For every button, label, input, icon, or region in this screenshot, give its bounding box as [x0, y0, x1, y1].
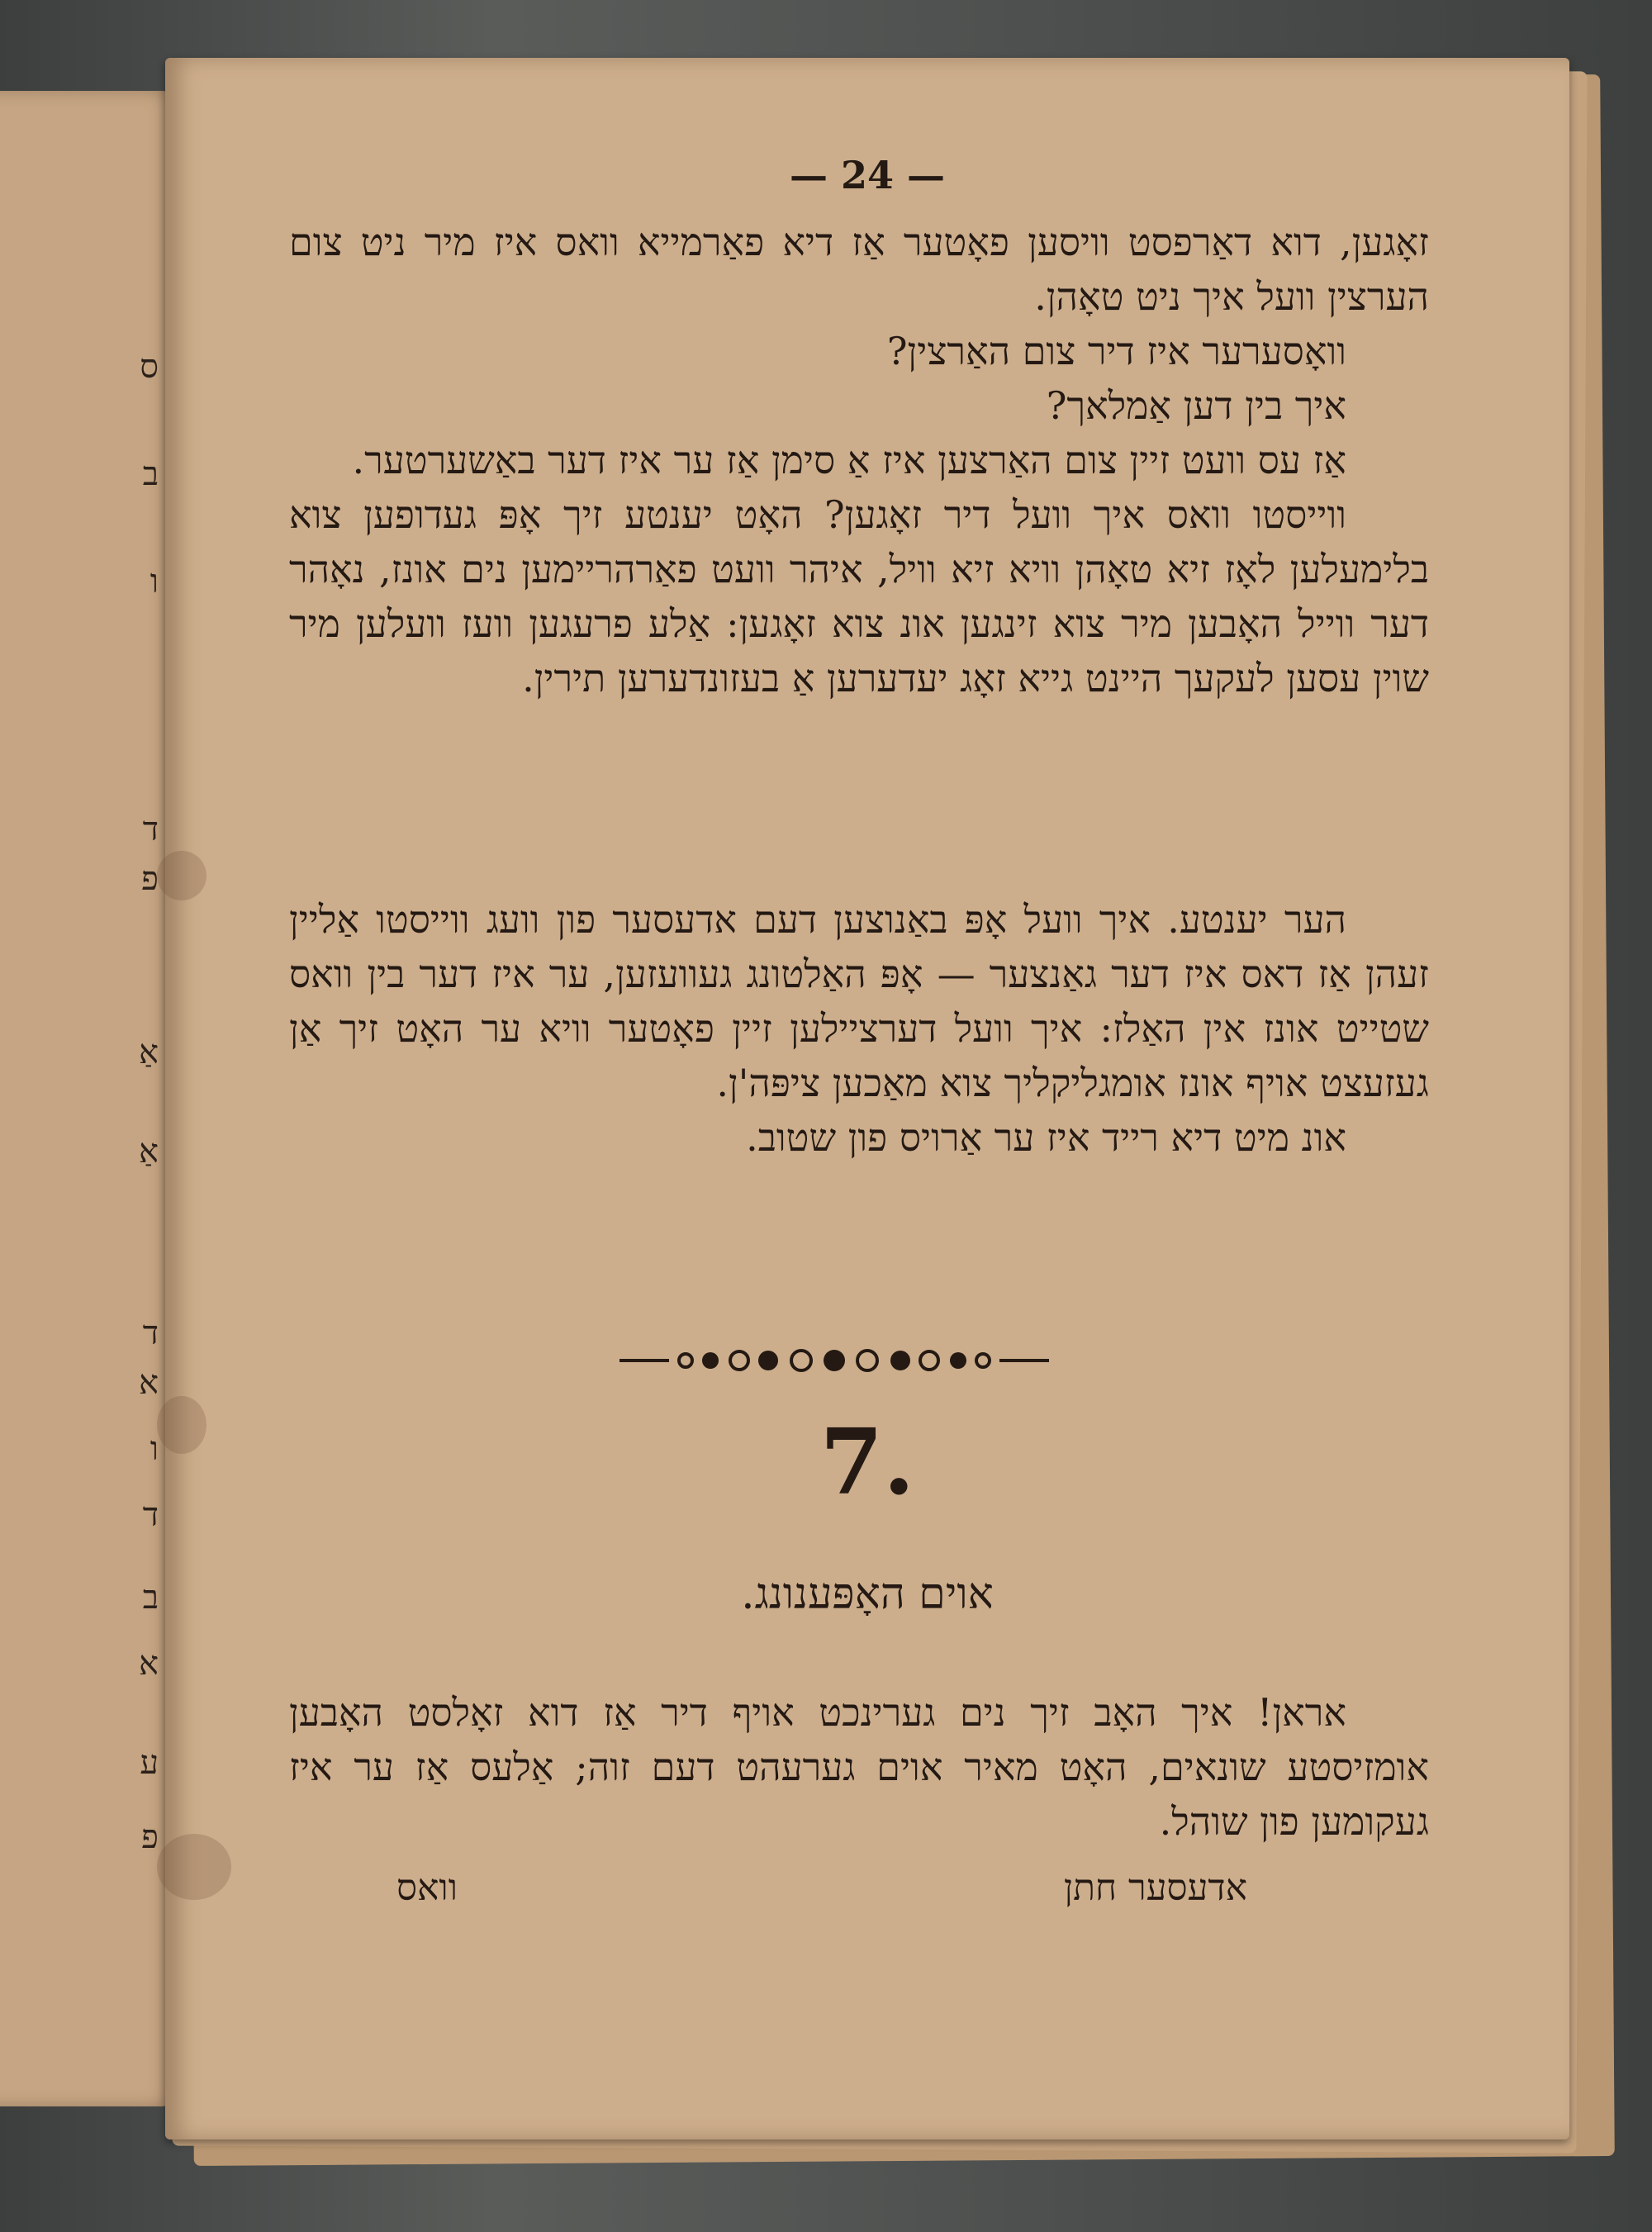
left-page-fragment: פ	[141, 1818, 159, 1856]
left-page-fragment: ב	[142, 455, 159, 493]
text-block-top	[289, 215, 1429, 705]
chapter-number: 7.	[819, 1408, 915, 1515]
paragraph: אראן! איך האָב זיך נים גערינכט אויף דיר אַז דוא זאָלסט האָבען אומזיסטע שונאים, האָט מאיר אוים גערעהט דעם זוה; אַלעס אַז ער איז געקומען פון שוהל.	[289, 1690, 1429, 1844]
left-page	[0, 91, 173, 2106]
paragraph: הער יענטע. איך וועל אָפּ באַנוצען דעם אדעסער פון וועג ווייסטו אַליין זעהן אַז דאס איז דער גאַנצער — אָפּ האַלטונג געוועזען, ער איז דער בין וואס שטייט אונז אין האַלז: איך וועל דערציילען זיין פאָטער וויא ער האָט זיך אַן געזעצט אויף אונז אומגליקליך צוא מאַכען ציפּה'ן.	[289, 897, 1429, 1105]
left-page-fragment: פ	[141, 860, 159, 898]
text-block-middle	[289, 892, 1429, 1165]
ornament-divider	[620, 1348, 1049, 1373]
footer-running-title: אדעסער חתן	[1063, 1867, 1247, 1909]
left-page-fragment: ד	[142, 1314, 159, 1352]
paragraph: אַז עס וועט זיין צום האַרצען איז אַ סימן אַז ער איז דער באַשערטער.	[352, 438, 1346, 482]
left-page-fragment: א	[138, 1645, 159, 1683]
paragraph: אונ מיט דיא רייד איז ער אַרויס פון שטוב.	[746, 1115, 1346, 1160]
footer-catchword: וואס	[396, 1867, 458, 1909]
left-page-fragment: א	[138, 1364, 159, 1402]
left-page-fragment: ד	[142, 810, 159, 848]
paragraph: איך בין דען אַמלאך?	[1046, 383, 1346, 428]
paper-stain	[157, 851, 206, 900]
text-block-bottom	[289, 1685, 1429, 1849]
footer-catchwords	[165, 1867, 1569, 1925]
left-page-fragment: ע	[140, 1744, 159, 1782]
left-page-fragment: ב	[142, 1579, 159, 1617]
left-page-fragment: אַ	[138, 1033, 159, 1071]
book-page	[165, 58, 1569, 2139]
left-page-fragment: ו	[150, 563, 159, 601]
page-number: — 24 —	[789, 153, 946, 197]
paragraph: זאָגען, דוא דאַרפסט וויסען פאָטער אַז דיא פאַרמייא וואס איז מיר ניט צום הערצין וועל איך ניט טאָהן.	[289, 220, 1429, 319]
paragraph: ווייסטו וואס איך וועל דיר זאָגען? האָט יענטע זיך אָפּ געדופען צוא בלימעלען לאָז זיא טאָהן וויא זיא וויל, איהר וועט פאַרהריימען נים אונז, נאָהר דער ווייל האָבען מיר צוא זינגען אונ צוא זאָגען: אַלע פרעגען וועז וועלען מיר שוין עסען לעקעך היינט גייא זאָג יעדערען אַ בעזונדערען תירין.	[289, 492, 1429, 700]
left-page-fragment: ו	[150, 1430, 159, 1468]
chapter-title: אוים האָפּענונג.	[741, 1570, 994, 1619]
left-page-fragment: ס	[140, 348, 159, 386]
left-page-fragment: ד	[142, 1496, 159, 1534]
left-page-fragment: אַ	[138, 1133, 159, 1171]
paragraph: וואָסערער איז דיר צום האַרצין?	[886, 329, 1346, 373]
